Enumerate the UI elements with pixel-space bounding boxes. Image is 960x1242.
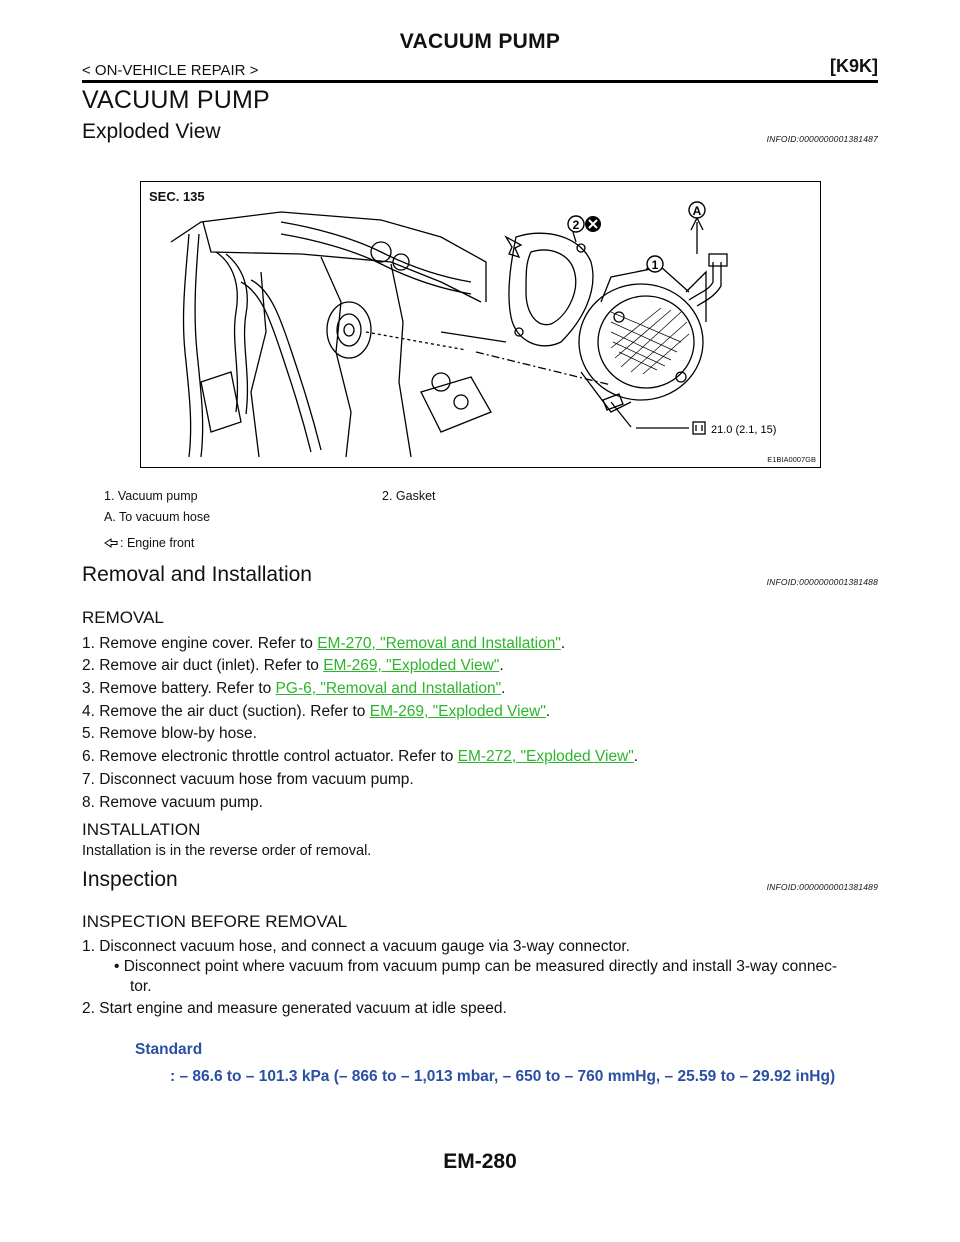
step-end: . — [545, 703, 551, 720]
removal-step-6 — [82, 748, 638, 766]
inspection-step-2: 2. Start engine and measure generated vacuum at idle speed. — [82, 1000, 507, 1017]
standard-label: Standard — [135, 1041, 203, 1058]
step-text: 7. Disconnect vacuum hose from vacuum pump. — [82, 771, 414, 788]
link-em272-exploded[interactable]: EM-272, "Exploded View" — [457, 748, 634, 765]
step-end: . — [633, 748, 639, 765]
link-em269-exploded[interactable]: EM-269, "Exploded View" — [323, 657, 500, 674]
callout-1: 1 — [651, 258, 659, 272]
removal-step-7 — [82, 771, 414, 789]
link-em269-exploded-2[interactable]: EM-269, "Exploded View" — [369, 703, 546, 720]
installation-text: Installation is in the reverse order of removal. — [82, 843, 372, 859]
step-end: . — [501, 680, 506, 697]
removal-step-3 — [82, 680, 505, 698]
infoid-inspection: INFOID:0000000001381489 — [766, 882, 878, 892]
subheading-removal: REMOVAL — [82, 608, 164, 627]
step-text: 1. Remove engine cover. Refer to — [82, 635, 318, 652]
legend-engine-front-text: : Engine front — [120, 536, 195, 550]
heading-removal-installation: Removal and Installation — [82, 563, 312, 586]
step-text: 4. Remove the air duct (suction). Refer to — [82, 703, 370, 720]
running-header-section: < ON-VEHICLE REPAIR > — [82, 62, 259, 79]
inspection-step-1-note-line2: tor. — [130, 978, 152, 995]
torque-wrench-icon — [693, 422, 705, 434]
replace-part-icon — [585, 216, 601, 232]
heading-exploded-view: Exploded View — [82, 120, 221, 143]
running-header-title: VACUUM PUMP — [399, 30, 561, 53]
engine-illustration — [141, 182, 819, 466]
legend-gasket: 2. Gasket — [382, 489, 436, 503]
step-text: 2. Remove air duct (inlet). Refer to — [82, 657, 324, 674]
link-em270-removal[interactable]: EM-270, "Removal and Installation" — [317, 635, 561, 652]
header-rule — [82, 80, 878, 83]
subheading-inspection-before-removal: INSPECTION BEFORE REMOVAL — [82, 912, 348, 931]
infoid-exploded-view: INFOID:0000000001381487 — [766, 134, 878, 144]
standard-value: : – 86.6 to – 101.3 kPa (– 866 to – 1,013 mbar, – 650 to – 760 mmHg, – 25.59 to – 29.92 inHg) — [170, 1068, 836, 1085]
step-text: 3. Remove battery. Refer to — [82, 680, 276, 697]
subheading-installation: INSTALLATION — [82, 820, 201, 839]
callout-2: 2 — [572, 218, 580, 232]
step-text: 5. Remove blow-by hose. — [82, 725, 257, 742]
page-number: EM-280 — [443, 1150, 517, 1173]
removal-step-2 — [82, 657, 504, 675]
heading-inspection: Inspection — [82, 868, 178, 891]
infoid-removal-installation: INFOID:0000000001381488 — [766, 577, 878, 587]
legend-vacuum-pump: 1. Vacuum pump — [104, 489, 198, 503]
removal-step-1 — [82, 635, 565, 653]
step-end: . — [499, 657, 504, 674]
page-title: VACUUM PUMP — [82, 86, 270, 114]
running-header-engine-code: [K9K] — [830, 56, 878, 76]
step-text: 8. Remove vacuum pump. — [82, 794, 263, 811]
inspection-step-1: 1. Disconnect vacuum hose, and connect a vacuum gauge via 3-way connector. — [82, 938, 630, 955]
torque-value: 21.0 (2.1, 15) — [711, 424, 777, 436]
callout-a: A — [692, 204, 702, 218]
step-text: 6. Remove electronic throttle control actuator. Refer to — [82, 748, 458, 765]
legend-engine-front — [104, 536, 194, 550]
figure-code: E1BIA0007GB — [767, 455, 816, 464]
legend-vacuum-hose: A. To vacuum hose — [104, 510, 211, 524]
step-end: . — [560, 635, 566, 652]
removal-step-5 — [82, 725, 257, 743]
inspection-step-1-note-line1: • Disconnect point where vacuum from vacuum pump can be measured directly and install 3-way connec- — [114, 958, 838, 975]
removal-step-8 — [82, 794, 263, 812]
exploded-view-figure — [140, 181, 821, 468]
removal-step-4 — [82, 703, 550, 721]
link-pg6-removal[interactable]: PG-6, "Removal and Installation" — [275, 680, 502, 697]
figure-section-label: SEC. 135 — [149, 189, 205, 204]
engine-front-icon — [104, 538, 118, 548]
